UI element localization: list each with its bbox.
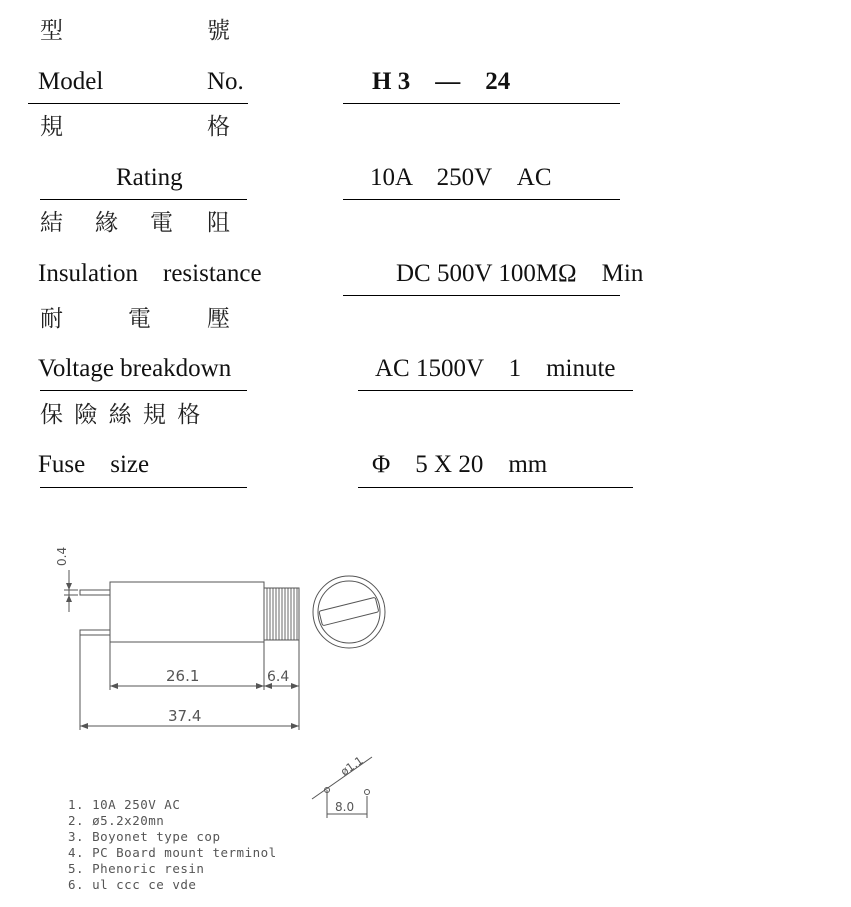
model-zh-left: 型	[40, 18, 63, 44]
insulation-zh-2: 緣	[95, 210, 118, 236]
insulation-label: Insulation resistance	[38, 260, 262, 287]
voltage-zh-1: 耐	[40, 306, 63, 332]
fuse-zh: 保 險 絲 規 格	[40, 402, 203, 428]
insulation-value: DC 500V 100MΩ Min	[396, 260, 644, 287]
dim-pin-diameter: ø1.1	[338, 753, 366, 779]
insulation-zh-3: 電	[150, 210, 173, 236]
dim-total-length: 37.4	[168, 707, 202, 725]
pin-upper	[80, 590, 110, 595]
model-value: H 3 — 24	[372, 68, 511, 95]
note-3: 3. Boyonet type cop	[68, 829, 221, 844]
voltage-label: Voltage breakdown	[38, 355, 232, 382]
rating-label: Rating	[116, 164, 183, 191]
cap-knurling	[267, 588, 297, 640]
voltage-zh-3: 壓	[207, 306, 230, 332]
fuse-value: Φ 5 X 20 mm	[372, 451, 548, 478]
insulation-zh-4: 阻	[207, 210, 230, 236]
insulation-zh-1: 結	[40, 210, 63, 236]
dim-pin-thickness: 0.4	[55, 546, 69, 566]
note-6: 6. ul ccc ce vde	[68, 877, 197, 892]
dim-pin-spacing: 8.0	[335, 800, 355, 814]
end-view-slot	[319, 597, 379, 626]
pin-lower	[80, 630, 110, 635]
voltage-value: AC 1500V 1 minute	[375, 355, 616, 382]
rating-value: 10A 250V AC	[370, 164, 552, 191]
end-view-inner	[318, 581, 380, 643]
end-view-outer	[313, 576, 385, 648]
dim-cap-length: 6.4	[267, 669, 290, 685]
model-label: Model	[38, 68, 104, 95]
dim-body-length: 26.1	[166, 667, 200, 685]
note-4: 4. PC Board mount terminol	[68, 845, 277, 860]
model-zh-right: 號	[207, 18, 230, 44]
rating-zh-right: 格	[207, 114, 230, 140]
note-5: 5. Phenoric resin	[68, 861, 205, 876]
voltage-zh-2: 電	[128, 306, 151, 332]
fuse-label: Fuse size	[38, 451, 150, 478]
model-no-label: No.	[207, 68, 244, 95]
note-2: 2. ø5.2x20mn	[68, 813, 165, 828]
pin-detail-right	[365, 790, 370, 795]
rating-zh-left: 規	[40, 114, 63, 140]
note-1: 1. 10A 250V AC	[68, 797, 181, 812]
holder-body	[110, 582, 264, 642]
